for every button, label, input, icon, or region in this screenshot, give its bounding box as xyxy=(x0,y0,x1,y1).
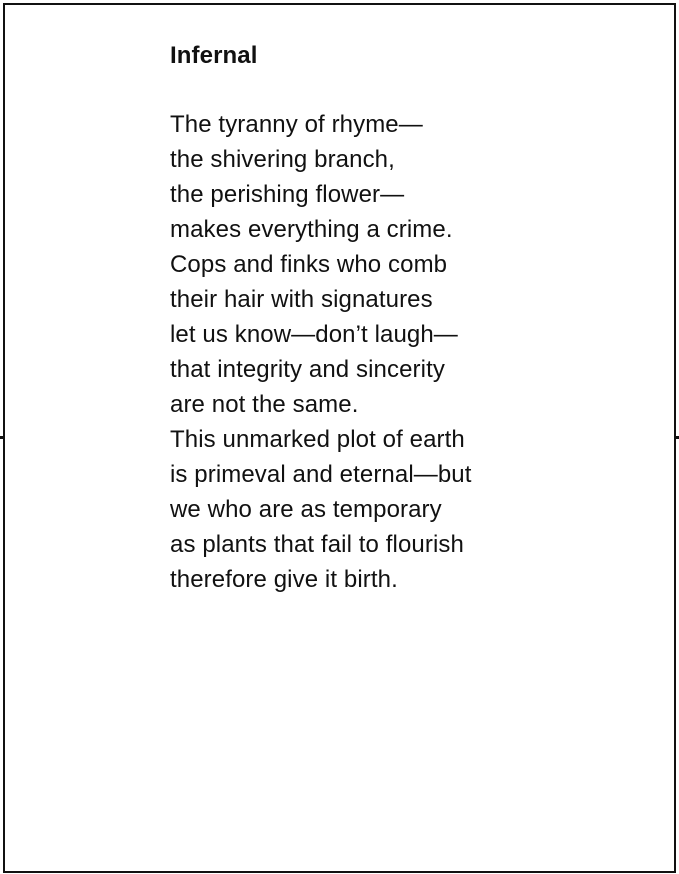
poem xyxy=(170,41,472,597)
poem-line: The tyranny of rhyme— xyxy=(170,111,423,138)
poem-title: Infernal xyxy=(170,42,258,69)
poem-line: makes everything a crime. xyxy=(170,216,453,243)
poem-line: their hair with signatures xyxy=(170,286,433,313)
poem-line: therefore give it birth. xyxy=(170,566,398,593)
poem-line: we who are as temporary xyxy=(170,496,442,523)
poem-line: as plants that fail to flourish xyxy=(170,531,464,558)
poem-line: Cops and finks who comb xyxy=(170,251,448,278)
poem-line: let us know—don’t laugh— xyxy=(170,321,458,348)
poem-line: is primeval and eternal—but xyxy=(170,461,472,488)
poem-line: the perishing flower— xyxy=(170,181,405,208)
poem-line: the shivering branch, xyxy=(170,146,395,173)
document-page xyxy=(3,3,676,873)
poem-line: are not the same. xyxy=(170,391,359,418)
poem-line: This unmarked plot of earth xyxy=(170,426,465,453)
poem-body xyxy=(170,107,472,597)
poem-line: that integrity and sincerity xyxy=(170,356,445,383)
